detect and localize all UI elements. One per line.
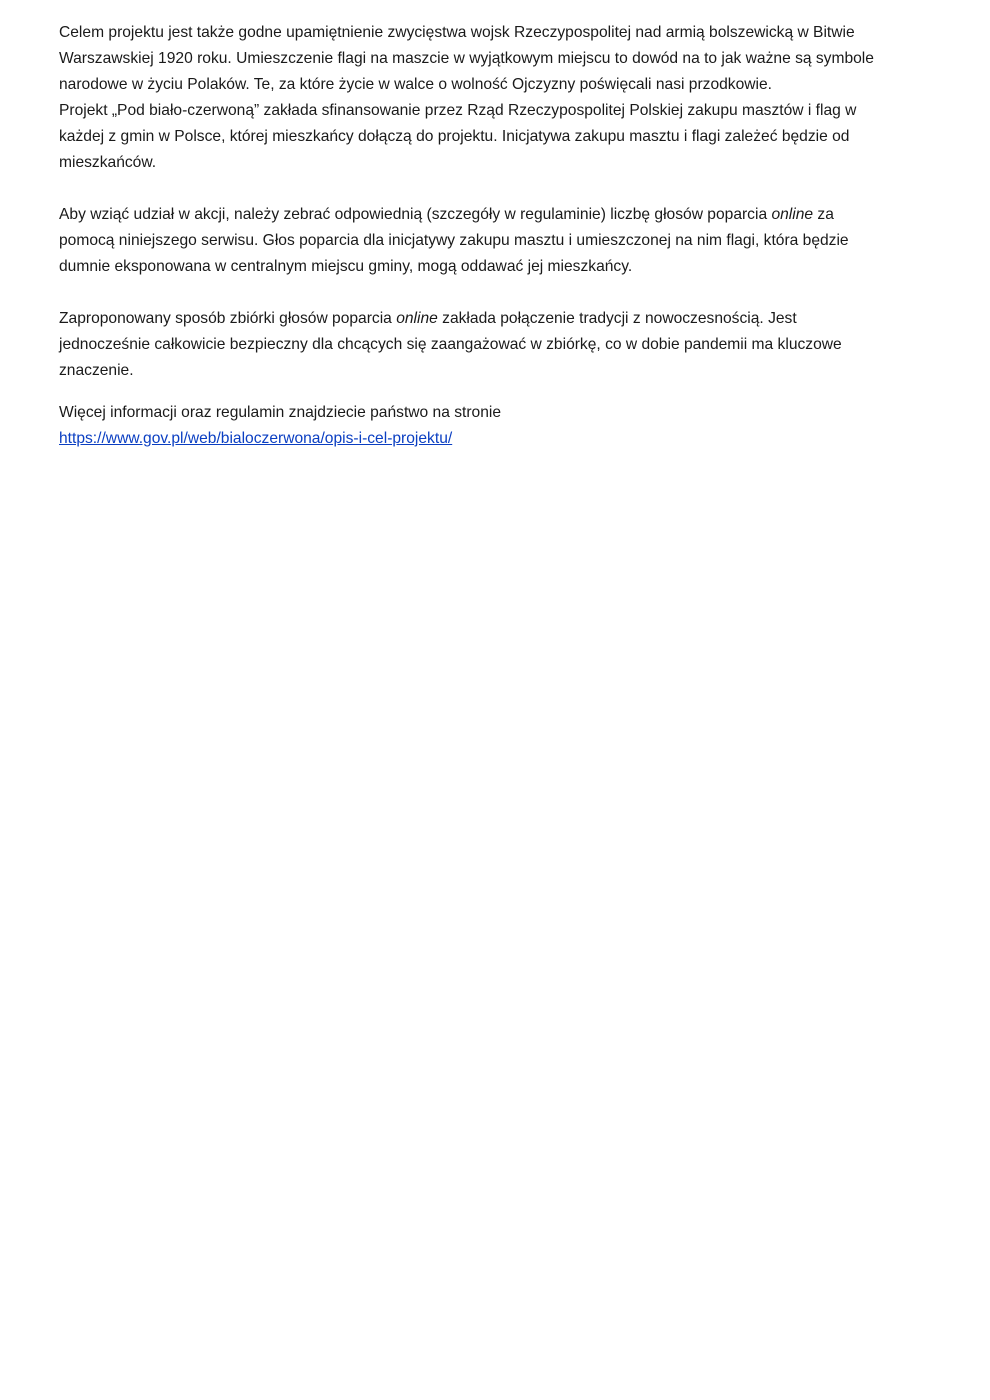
paragraph-participation-italic: online [771, 206, 814, 223]
paragraph-voting-method [59, 306, 889, 384]
paragraph-participation-text-after: za pomocą niniejszego serwisu. Głos poparcia dla inicjatywy zakupu masztu i umieszczonej na nim flagi, która będzie dumnie eksponowana w centralnym miejscu gminy, mogą oddawać jej mieszkańcy. [59, 206, 849, 275]
paragraph-project-description [59, 98, 889, 176]
paragraph-project-goal [59, 20, 889, 98]
document-body [59, 20, 889, 452]
paragraph-participation [59, 202, 889, 280]
paragraph-voting-method-italic: online [396, 310, 438, 327]
paragraph-project-description-text: Projekt „Pod biało-czerwoną” zakłada sfinansowanie przez Rząd Rzeczypospolitej Polskiej zakupu masztów i flag w każdej z gmin w Polsce, której mieszkańcy dołączą do projektu. Inicjatywa zakupu masztu i flagi zależeć będzie od mieszkańców. [59, 102, 857, 171]
paragraph-more-info-text: Więcej informacji oraz regulamin znajdziecie państwo na stronie [59, 404, 502, 421]
project-info-link[interactable]: https://www.gov.pl/web/bialoczerwona/opis-i-cel-projektu/ [59, 430, 453, 447]
paragraph-participation-text-before: Aby wziąć udział w akcji, należy zebrać odpowiednią (szczegóły w regulaminie) liczbę głosów poparcia [59, 206, 772, 223]
paragraph-voting-method-text-after: zakłada połączenie tradycji z nowoczesnością. Jest jednocześnie całkowicie bezpieczny dla chcących się zaangażować w zbiórkę, co w dobie pandemii ma kluczowe znaczenie. [59, 310, 842, 379]
paragraph-project-goal-text: Celem projektu jest także godne upamiętnienie zwycięstwa wojsk Rzeczypospolitej nad armią bolszewicką w Bitwie Warszawskiej 1920 roku. Umieszczenie flagi na maszcie w wyjątkowym miejscu to dowód na to jak ważne są symbole narodowe w życiu Polaków. Te, za które życie w walce o wolność Ojczyzny poświęcali nasi przodkowie. [59, 24, 874, 93]
paragraph-voting-method-text-before: Zaproponowany sposób zbiórki głosów poparcia [59, 310, 397, 327]
paragraph-more-info [59, 400, 889, 452]
